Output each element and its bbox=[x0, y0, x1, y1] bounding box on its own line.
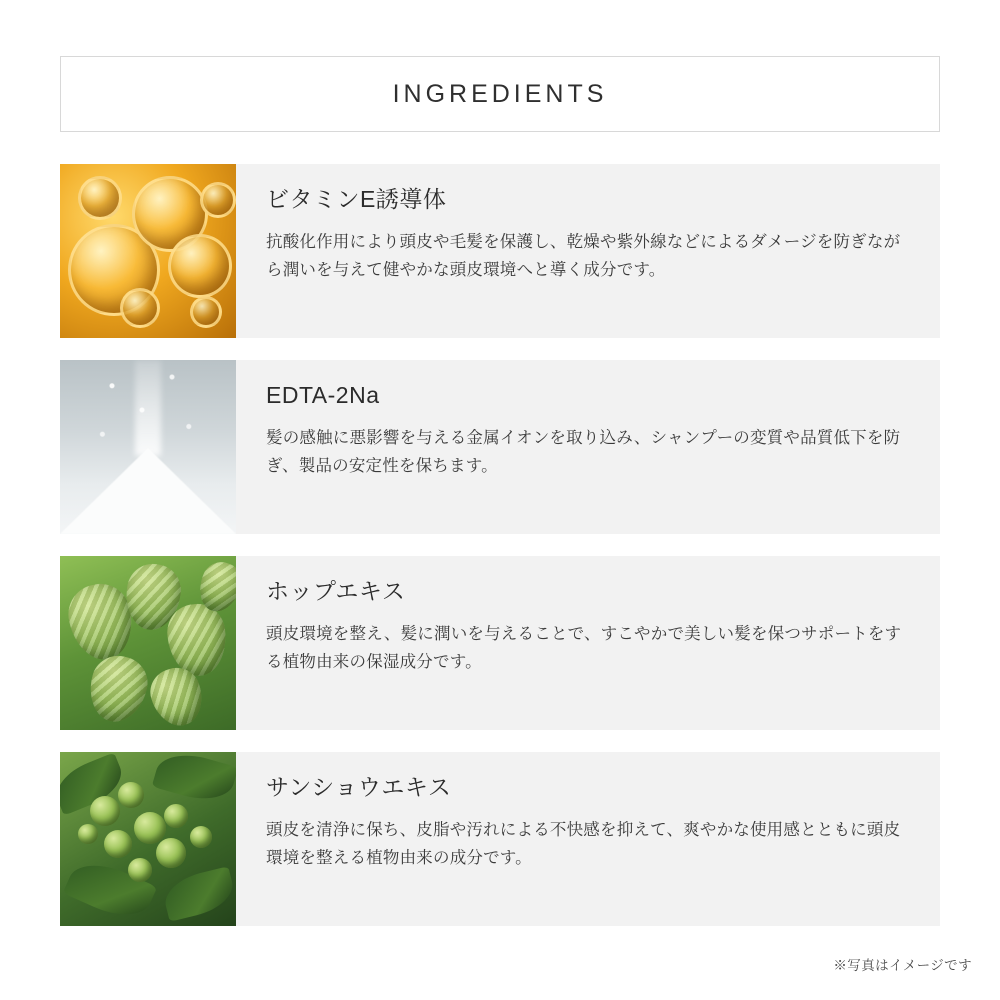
page-header bbox=[60, 56, 940, 132]
ingredient-text-block bbox=[236, 556, 940, 730]
ingredient-list bbox=[60, 164, 940, 948]
list-item bbox=[60, 360, 940, 534]
ingredient-description: 頭皮環境を整え、髪に潤いを与えることで、すこやかで美しい髪を保つサポートをする植物由来の保湿成分です。 bbox=[266, 624, 902, 672]
ingredient-text-block bbox=[236, 752, 940, 926]
ingredient-text-block bbox=[236, 360, 940, 534]
list-item bbox=[60, 556, 940, 730]
page-title: INGREDIENTS bbox=[392, 79, 608, 108]
ingredient-image-edta bbox=[60, 360, 236, 534]
ingredient-image-sansho bbox=[60, 752, 236, 926]
ingredient-description: 抗酸化作用により頭皮や毛髪を保護し、乾燥や紫外線などによるダメージを防ぎながら潤いを与えて健やかな頭皮環境へと導く成分です。 bbox=[266, 232, 901, 280]
ingredient-description: 頭皮を清浄に保ち、皮脂や汚れによる不快感を抑えて、爽やかな使用感とともに頭皮環境を整える植物由来の成分です。 bbox=[266, 820, 901, 868]
ingredient-name: ビタミンE誘導体 bbox=[266, 186, 447, 212]
ingredient-image-hops bbox=[60, 556, 236, 730]
list-item bbox=[60, 752, 940, 926]
ingredient-name: ホップエキス bbox=[266, 578, 406, 604]
ingredient-name: サンショウエキス bbox=[266, 774, 452, 800]
ingredient-image-vitamin-e bbox=[60, 164, 236, 338]
image-disclaimer-note: ※写真はイメージです bbox=[833, 958, 972, 973]
ingredient-description: 髪の感触に悪影響を与える金属イオンを取り込み、シャンプーの変質や品質低下を防ぎ、製品の安定性を保ちます。 bbox=[266, 428, 901, 476]
ingredient-text-block bbox=[236, 164, 940, 338]
ingredient-name: EDTA-2Na bbox=[266, 382, 380, 408]
list-item bbox=[60, 164, 940, 338]
